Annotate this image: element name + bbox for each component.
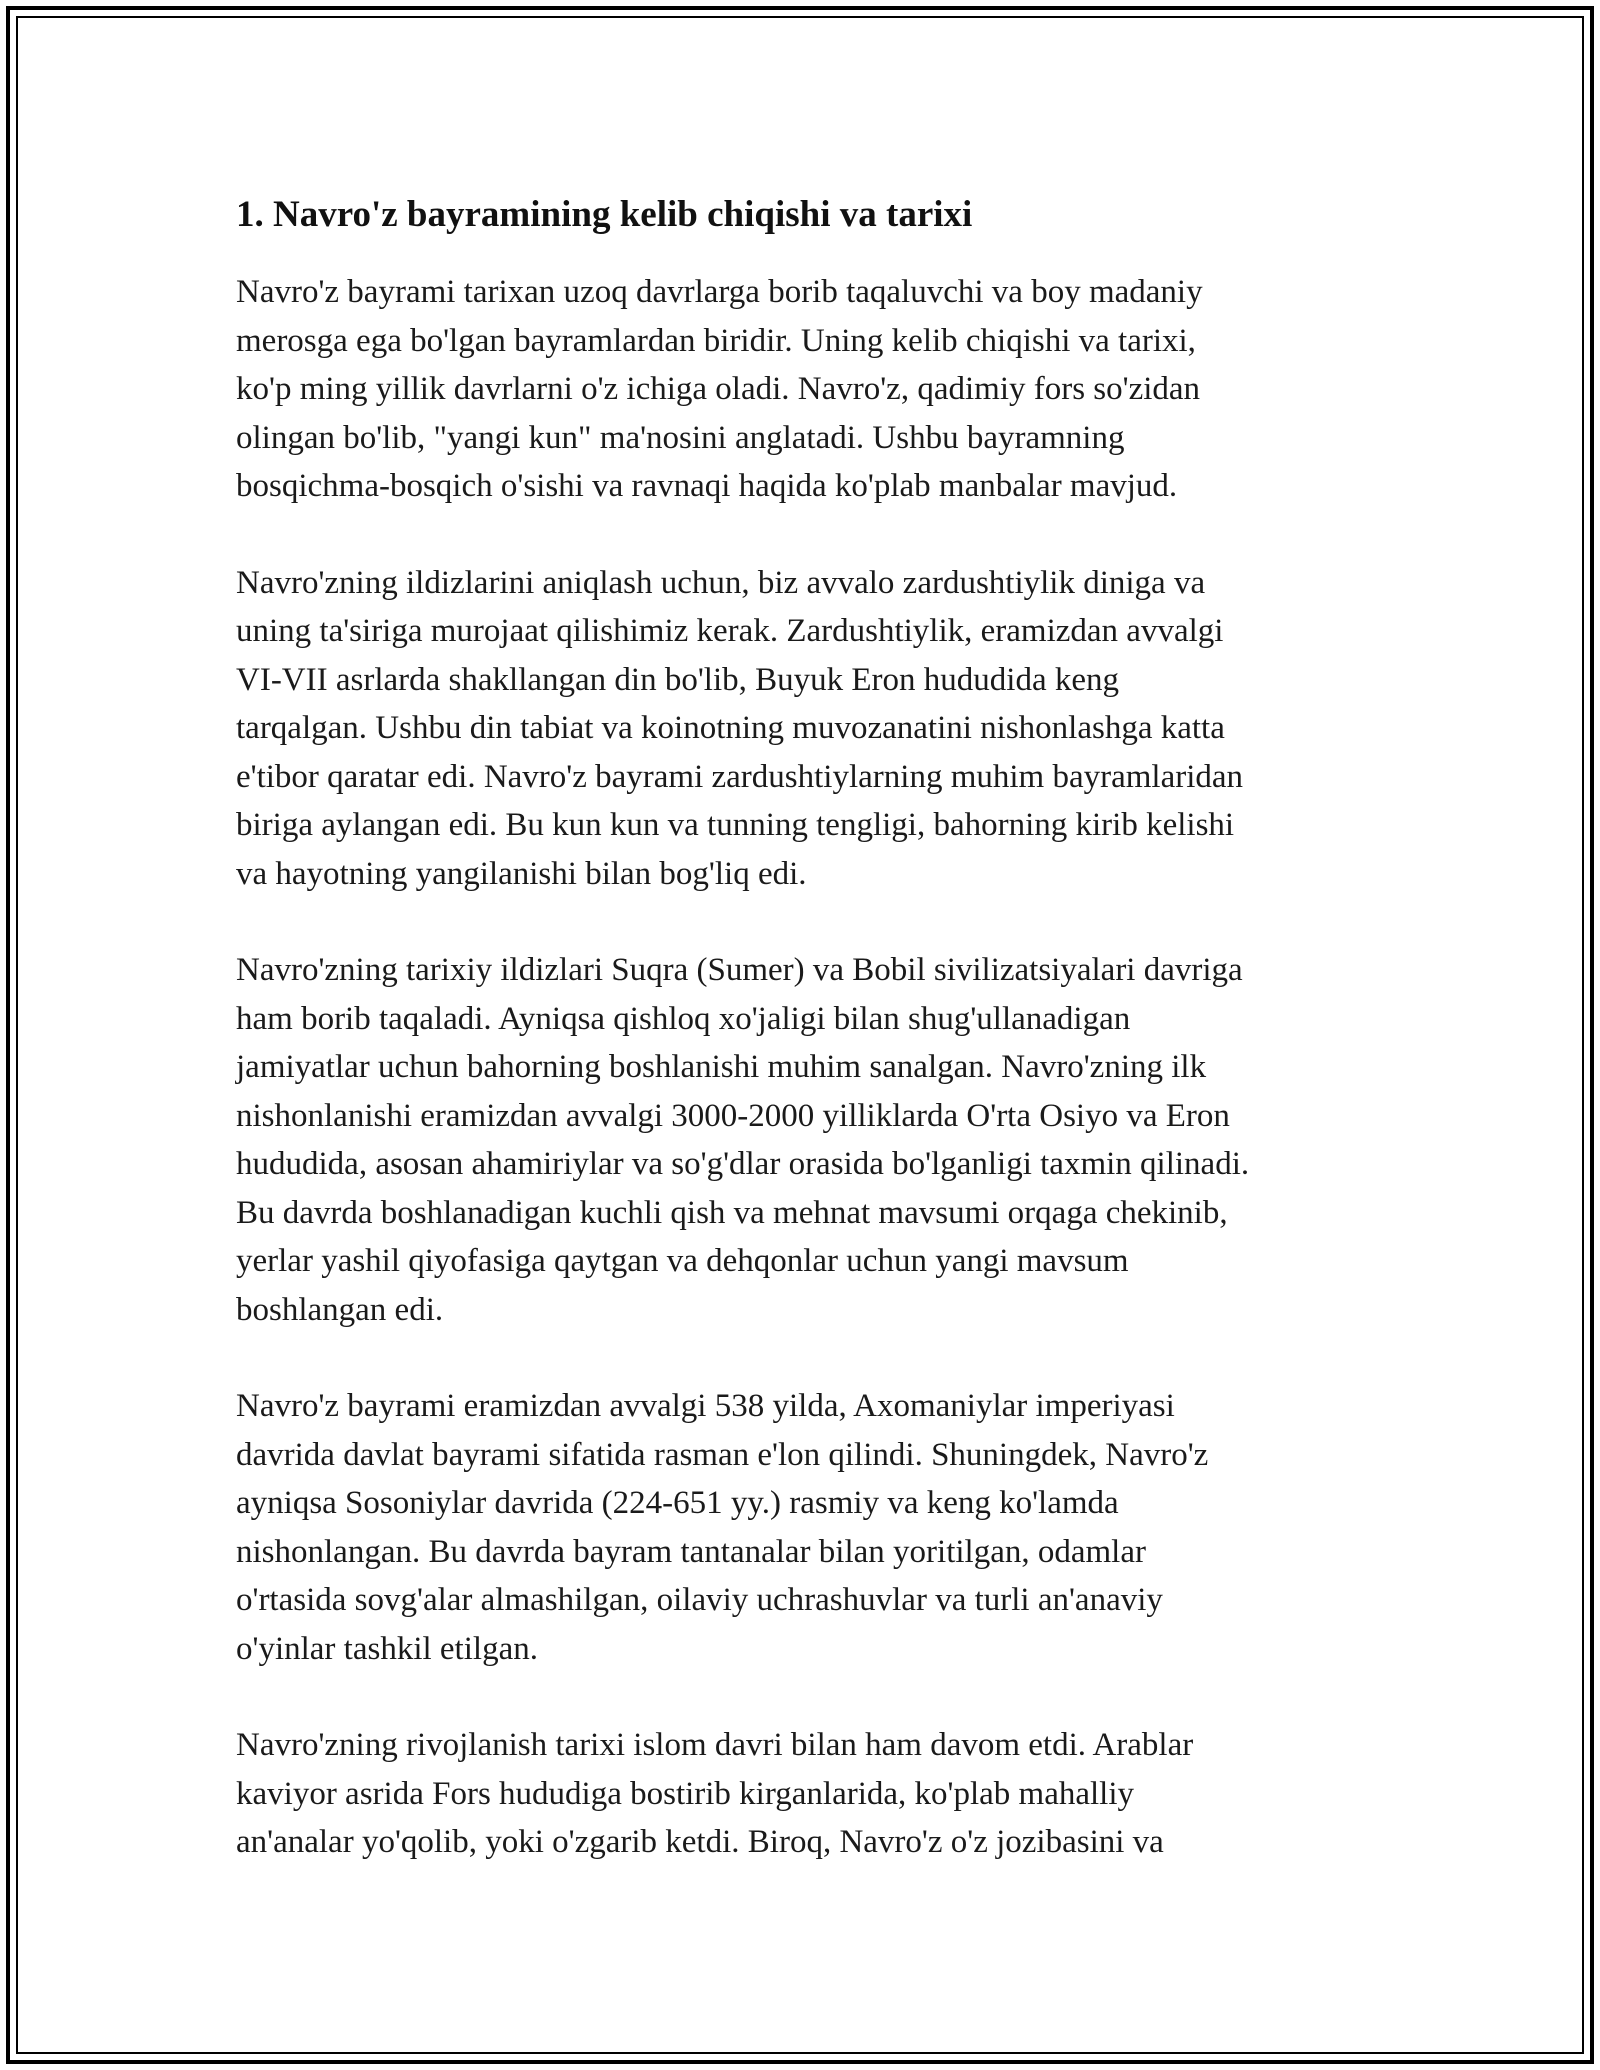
paragraph <box>236 1382 1366 1673</box>
paragraph <box>236 559 1366 899</box>
paragraph-line: ayniqsa Sosoniylar davrida (224-651 yy.) rasmiy va keng ko'lamda <box>236 1485 1119 1521</box>
paragraph-line: ham borib taqaladi. Ayniqsa qishloq xo'jaligi bilan shug'ullanadigan <box>236 1000 1131 1037</box>
paragraph-line: hududida, asosan ahamiriylar va so'g'dlar orasida bo'lganligi taxmin qilinadi. <box>236 1146 1250 1182</box>
paragraph-line: o'yinlar tashkil etilgan. <box>236 1630 538 1667</box>
paragraph <box>236 268 1366 511</box>
paragraph-line: tarqalgan. Ushbu din tabiat va koinotning muvozanatini nishonlashga katta <box>236 710 1225 746</box>
paragraph-line: Navro'zning ildizlarini aniqlash uchun, biz avvalo zardushtiylik diniga va <box>236 564 1206 601</box>
paragraph-line: nishonlangan. Bu davrda bayram tantanalar bilan yoritilgan, odamlar <box>236 1533 1146 1570</box>
paragraph-line: va hayotning yangilanishi bilan bog'liq edi. <box>236 855 807 892</box>
paragraph-line: yerlar yashil qiyofasiga qaytgan va dehqonlar uchun yangi mavsum <box>236 1243 1129 1279</box>
paragraph-line: e'tibor qaratar edi. Navro'z bayrami zardushtiylarning muhim bayramlaridan <box>236 758 1244 795</box>
paragraph-line: olingan bo'lib, "yangi kun" ma'nosini anglatadi. Ushbu bayramning <box>236 419 1125 456</box>
paragraph <box>236 946 1366 1334</box>
paragraph-line: o'rtasida sovg'alar almashilgan, oilaviy uchrashuvlar va turli an'anaviy <box>236 1582 1163 1618</box>
paragraph-line: bosqichma-bosqich o'sishi va ravnaqi haqida ko'plab manbalar mavjud. <box>236 468 1178 504</box>
section-heading: 1. Navro'z bayramining kelib chiqishi va tarixi <box>236 194 973 235</box>
paragraph <box>236 1721 1366 1867</box>
document-body <box>236 188 1366 1915</box>
paragraph-line: Navro'z bayrami tarixan uzoq davrlarga borib taqaluvchi va boy madaniy <box>236 274 1203 310</box>
paragraph-list <box>236 268 1366 1867</box>
paragraph-line: biriga aylangan edi. Bu kun kun va tunning tengligi, bahorning kirib kelishi <box>236 807 1235 843</box>
paragraph-line: Bu davrda boshlanadigan kuchli qish va mehnat mavsumi orqaga chekinib, <box>236 1194 1228 1231</box>
paragraph-line: davrida davlat bayrami sifatida rasman e'lon qilindi. Shuningdek, Navro'z <box>236 1436 1209 1473</box>
paragraph-line: nishonlanishi eramizdan avvalgi 3000-2000 yilliklarda O'rta Osiyo va Eron <box>236 1097 1230 1134</box>
paragraph-line: Navro'z bayrami eramizdan avvalgi 538 yilda, Axomaniylar imperiyasi <box>236 1388 1175 1424</box>
paragraph-line: jamiyatlar uchun bahorning boshlanishi muhim sanalgan. Navro'zning ilk <box>236 1049 1207 1085</box>
paragraph-line: an'analar yo'qolib, yoki o'zgarib ketdi. Biroq, Navro'z o'z jozibasini va <box>236 1824 1164 1860</box>
paragraph-line: Navro'zning tarixiy ildizlari Suqra (Sumer) va Bobil sivilizatsiyalari davriga <box>236 952 1243 988</box>
paragraph-line: VI-VII asrlarda shakllangan din bo'lib, Buyuk Eron hududida keng <box>236 661 1119 698</box>
paragraph-line: merosga ega bo'lgan bayramlardan biridir. Uning kelib chiqishi va tarixi, <box>236 322 1196 359</box>
paragraph-line: ko'p ming yillik davrlarni o'z ichiga oladi. Navro'z, qadimiy fors so'zidan <box>236 371 1201 407</box>
paragraph-line: kaviyor asrida Fors hududiga bostirib kirganlarida, ko'plab mahalliy <box>236 1775 1134 1812</box>
paragraph-line: uning ta'siriga murojaat qilishimiz kerak. Zardushtiylik, eramizdan avvalgi <box>236 613 1224 649</box>
paragraph-line: Navro'zning rivojlanish tarixi islom davri bilan ham davom etdi. Arablar <box>236 1727 1194 1763</box>
paragraph-line: boshlangan edi. <box>236 1291 444 1328</box>
